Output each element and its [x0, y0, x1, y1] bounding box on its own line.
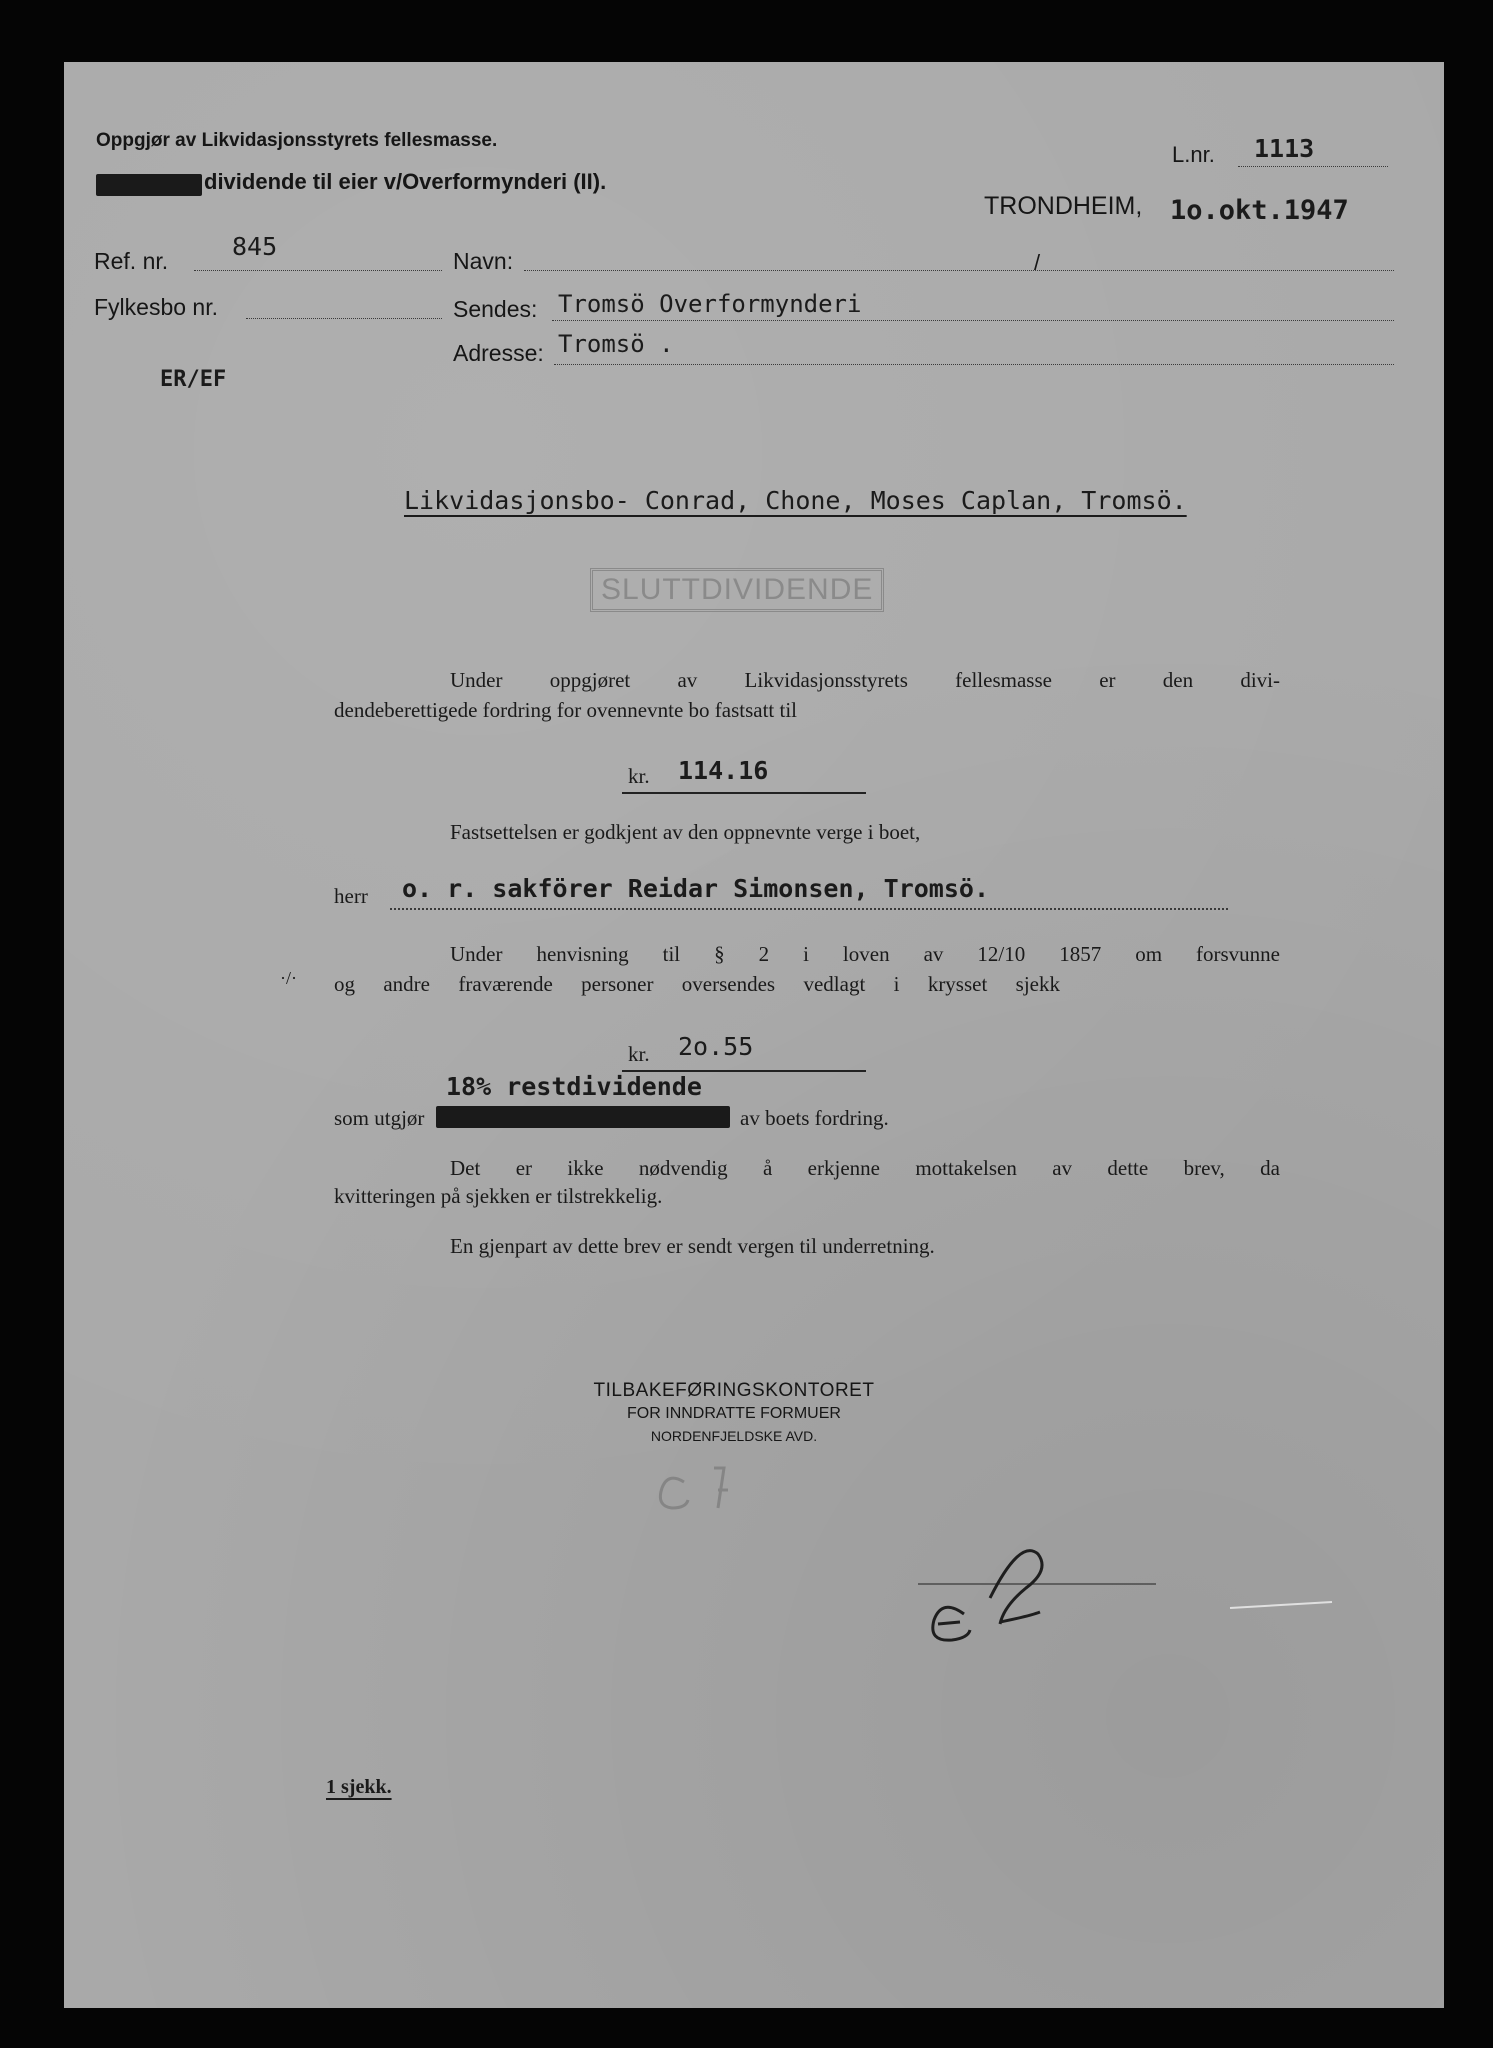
lnr-label: L.nr. [1172, 142, 1215, 167]
document-page [64, 62, 1444, 2008]
paragraph-1-line-2: dendeberettigede fordring for ovennevnte bo fastsatt til [334, 698, 798, 722]
paragraph-4-line-1: Det er ikke nødvendig å erkjenne mottakelsen av dette brev, da [450, 1156, 1280, 1180]
amount-2-value: 2o.55 [678, 1032, 754, 1061]
ref-value: 845 [232, 232, 278, 261]
ref-label: Ref. nr. [94, 248, 169, 274]
office-name: TILBAKEFØRINGSKONTORET [593, 1380, 875, 1401]
lnr-value: 1113 [1254, 134, 1315, 163]
sluttdividende-stamp: SLUTTDIVIDENDE [590, 568, 884, 612]
header-title-line1: Oppgjør av Likvidasjonsstyrets fellesmasse. [96, 130, 498, 151]
date: 1o.okt.1947 [1170, 195, 1349, 226]
enclosure-note: 1 sjekk. [326, 1776, 392, 1798]
office-department: NORDENFJELDSKE AVD. [650, 1428, 818, 1444]
paragraph-2: Fastsettelsen er godkjent av den oppnevnte verge i boet, [450, 820, 921, 844]
signature-initial-f [990, 1551, 1042, 1624]
place: TRONDHEIM, [984, 192, 1143, 220]
subject: Likvidasjonsbo- Conrad, Chone, Moses Caplan, Tromsö. [404, 486, 1187, 515]
header-title-line2: dividende til eier v/Overformynderi (II). [204, 169, 607, 194]
office-subtitle: FOR INNDRATTE FORMUER [627, 1405, 841, 1422]
faint-initial-e [660, 1478, 688, 1508]
verge-name: o. r. sakförer Reidar Simonsen, Tromsö. [402, 874, 989, 903]
amount-2-prefix: kr. [628, 1042, 650, 1066]
initials: ER/EF [160, 367, 227, 392]
paragraph-3-line-2: og andre fraværende personer oversendes vedlagt i krysset sjekk [334, 972, 1060, 996]
restdividende-typed: 18% restdividende [446, 1072, 702, 1101]
adresse-value: Tromsö . [558, 330, 674, 358]
paragraph-4-line-2: kvitteringen på sjekken er tilstrekkelig. [334, 1184, 663, 1208]
margin-mark: ·/· [280, 968, 297, 988]
paragraph-1-line-1: Under oppgjøret av Likvidasjonsstyrets fellesmasse er den divi- [450, 668, 1280, 692]
utgjor-prefix: som utgjør [334, 1106, 425, 1130]
amount-1-prefix: kr. [628, 764, 650, 788]
sendes-value: Tromsö Overformynderi [558, 290, 862, 318]
paragraph-3-line-1: Under henvisning til § 2 i loven av 12/10 1857 om forsvunne [450, 942, 1280, 966]
fylkesbo-label: Fylkesbo nr. [94, 294, 218, 320]
herr-label: herr [334, 884, 368, 908]
sendes-label: Sendes: [453, 296, 538, 322]
paragraph-5: En gjenpart av dette brev er sendt vergen til underretning. [450, 1234, 935, 1258]
navn-label: Navn: [453, 248, 514, 274]
pen-tick-mark: / [1034, 250, 1041, 275]
amount-1-value: 114.16 [678, 756, 769, 785]
pen-stroke-mark [1230, 1602, 1332, 1608]
utgjor-suffix: av boets fordring. [740, 1106, 889, 1130]
signature-initial-e [933, 1607, 970, 1640]
handwritten-marks [64, 62, 1444, 2008]
adresse-label: Adresse: [453, 340, 544, 366]
faint-initial-f [714, 1468, 728, 1508]
